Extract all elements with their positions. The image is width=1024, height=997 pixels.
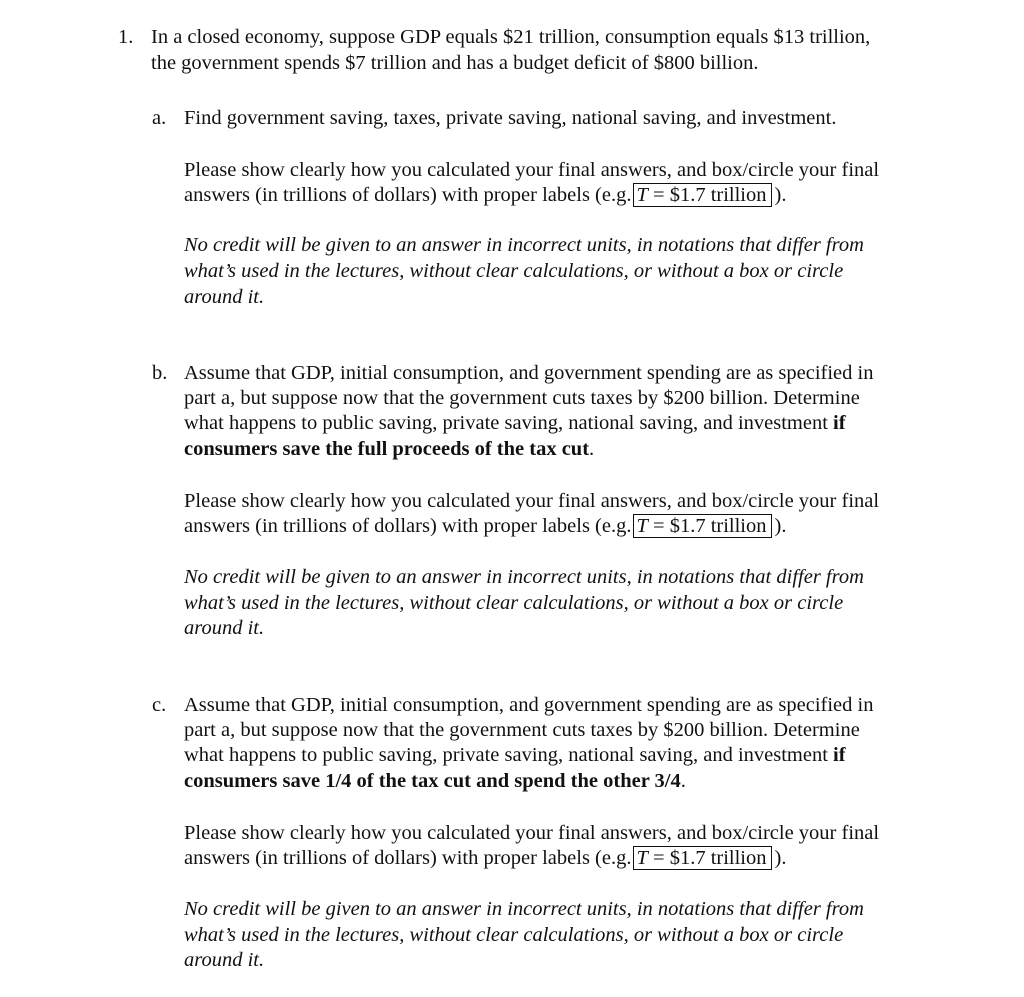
part-c-text-line-1: Assume that GDP, initial consumption, and government spending are as specified in: [184, 694, 874, 716]
part-c-warning-line-3: around it.: [184, 949, 265, 971]
part-b-condition: consumers save the full proceeds of the tax cut: [184, 438, 590, 460]
part-b-warning-line-3: around it.: [184, 617, 265, 639]
part-b-text-line-3: [184, 410, 846, 436]
part-b-text-line-1: Assume that GDP, initial consumption, and government spending are as specified in: [184, 362, 874, 384]
part-c-instruction-line-1: Please show clearly how you calculated your final answers, and box/circle your final: [184, 822, 880, 844]
part-c-text-line-2: part a, but suppose now that the government cuts taxes by $200 billion. Determine: [184, 719, 860, 741]
example-answer-box: [633, 183, 771, 207]
part-b-warning-line-2: what’s used in the lectures, without clear calculations, or without a box or circle: [184, 592, 844, 614]
part-b-instruction-line-1: Please show clearly how you calculated your final answers, and box/circle your final: [184, 490, 880, 512]
example-variable: T: [636, 847, 648, 869]
part-c-if: if: [833, 744, 846, 766]
part-b-label: b.: [152, 362, 168, 384]
part-b-text-line-2: part a, but suppose now that the government cuts taxes by $200 billion. Determine: [184, 387, 860, 409]
instruction-prefix: answers (in trillions of dollars) with proper labels (e.g.: [184, 847, 632, 869]
example-answer-box: [633, 514, 771, 538]
part-b-instruction-line-2: [184, 513, 786, 539]
part-b-text-line-4: [184, 436, 594, 462]
instruction-suffix: ).: [774, 847, 787, 869]
part-b-warning-line-1: No credit will be given to an answer in incorrect units, in notations that differ from: [184, 566, 864, 588]
part-b-period: .: [589, 438, 595, 460]
example-variable: T: [636, 515, 648, 537]
instruction-prefix: answers (in trillions of dollars) with proper labels (e.g.: [184, 515, 632, 537]
part-c-instruction-line-2: [184, 845, 786, 871]
example-value: = $1.7 trillion: [647, 184, 767, 206]
instruction-prefix: answers (in trillions of dollars) with proper labels (e.g.: [184, 184, 632, 206]
part-a-warning-line-2: what’s used in the lectures, without clear calculations, or without a box or circle: [184, 260, 844, 282]
part-b-text-line-3-plain: what happens to public saving, private saving, national saving, and investment: [184, 412, 834, 434]
part-a-instruction-line-2: [184, 182, 786, 208]
part-c-warning-line-1: No credit will be given to an answer in incorrect units, in notations that differ from: [184, 898, 864, 920]
instruction-suffix: ).: [774, 184, 787, 206]
example-answer-box: [633, 846, 771, 870]
question-text-line-1: In a closed economy, suppose GDP equals $21 trillion, consumption equals $13 trillion,: [151, 26, 871, 48]
question-text-line-2: the government spends $7 trillion and has a budget deficit of $800 billion.: [151, 52, 759, 74]
part-a-warning-line-3: around it.: [184, 286, 265, 308]
example-variable: T: [636, 184, 648, 206]
part-b-if: if: [833, 412, 846, 434]
example-value: = $1.7 trillion: [647, 847, 767, 869]
example-value: = $1.7 trillion: [647, 515, 767, 537]
part-a-warning-line-1: No credit will be given to an answer in incorrect units, in notations that differ from: [184, 234, 864, 256]
instruction-suffix: ).: [774, 515, 787, 537]
question-number: 1.: [118, 26, 134, 48]
part-c-text-line-3: [184, 742, 846, 768]
part-c-label: c.: [152, 694, 167, 716]
part-a-text: Find government saving, taxes, private saving, national saving, and investment.: [184, 107, 837, 129]
part-c-text-line-4: [184, 768, 686, 794]
part-c-text-line-3-plain: what happens to public saving, private saving, national saving, and investment: [184, 744, 834, 766]
part-c-warning-line-2: what’s used in the lectures, without clear calculations, or without a box or circle: [184, 924, 844, 946]
part-a-instruction-line-1: Please show clearly how you calculated your final answers, and box/circle your final: [184, 159, 880, 181]
part-c-condition: consumers save 1/4 of the tax cut and spend the other 3/4: [184, 770, 681, 792]
part-a-label: a.: [152, 107, 167, 129]
part-c-period: .: [680, 770, 686, 792]
